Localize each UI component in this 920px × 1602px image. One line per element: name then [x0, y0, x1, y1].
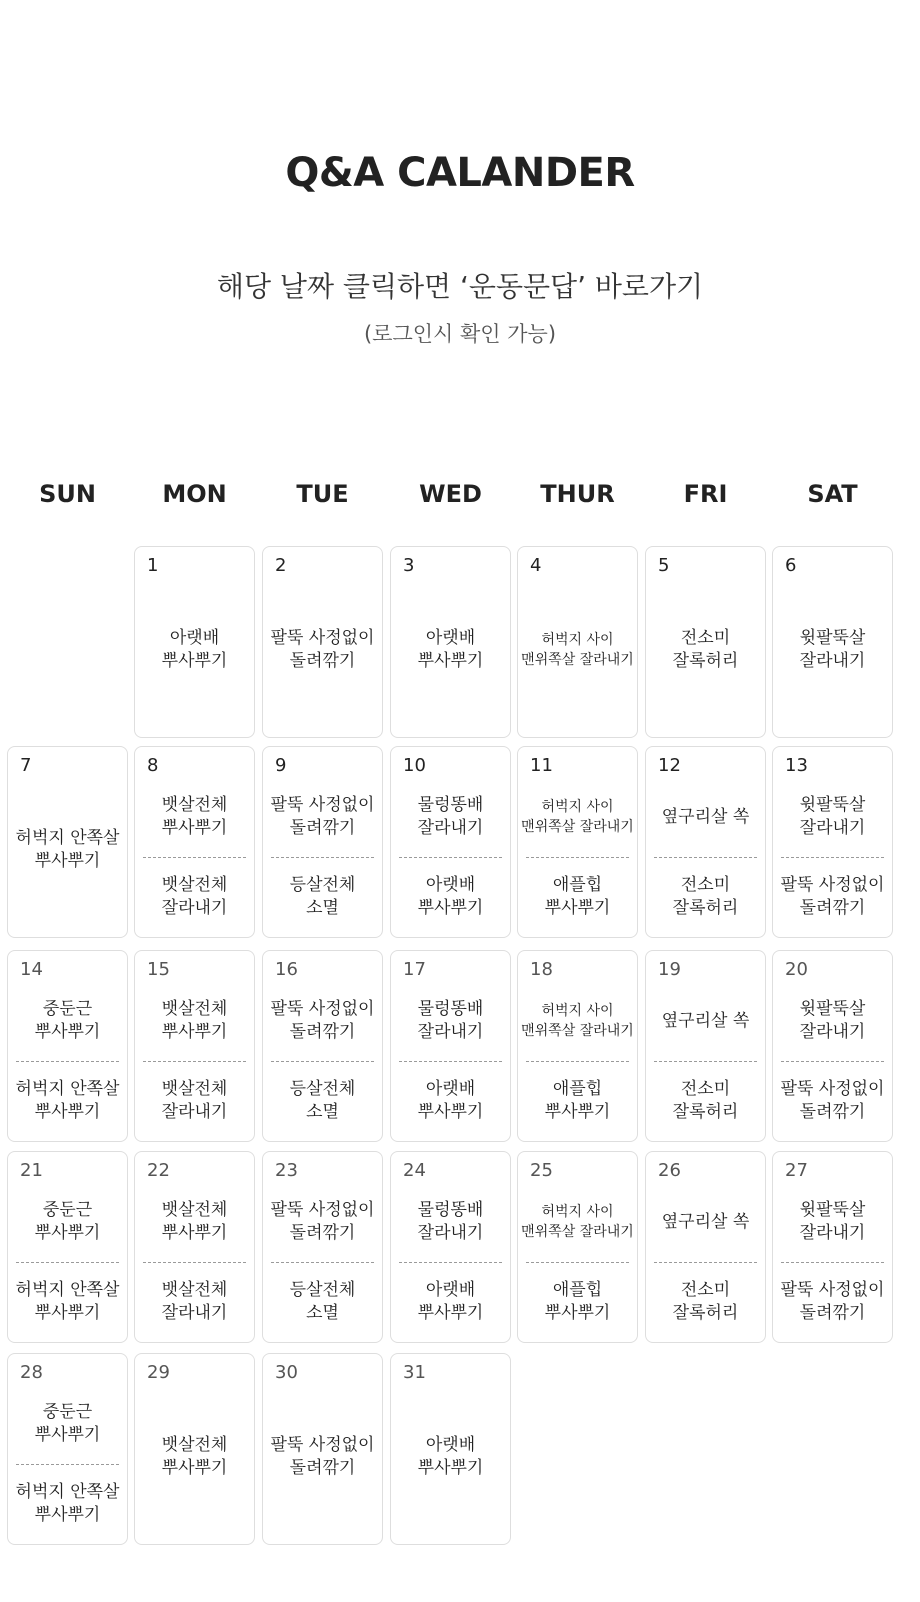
- day-number: 10: [403, 755, 426, 776]
- day-cell[interactable]: [134, 1353, 255, 1545]
- item-divider: [654, 1262, 757, 1263]
- item-divider: [399, 1262, 502, 1263]
- workout-item[interactable]: 등살전체 소멸: [289, 875, 356, 918]
- workout-item[interactable]: 애플힙 뿌사뿌기: [544, 875, 611, 918]
- day-number: 25: [530, 1160, 553, 1181]
- day-number: 6: [785, 555, 797, 576]
- day-cell[interactable]: [772, 1151, 893, 1343]
- workout-item[interactable]: 뱃살전체 뿌사뿌기: [161, 999, 228, 1042]
- workout-item[interactable]: 전소미 잘록허리: [672, 1280, 739, 1323]
- day-number: 16: [275, 959, 298, 980]
- weekday-wed: WED: [419, 480, 482, 508]
- item-divider: [143, 1061, 246, 1062]
- day-number: 5: [658, 555, 670, 576]
- workout-item[interactable]: 허벅지 사이 맨위쪽살 잘라내기: [521, 799, 634, 835]
- workout-item[interactable]: 팔뚝 사정없이 돌려깎기: [780, 875, 885, 918]
- item-divider: [781, 1061, 884, 1062]
- day-cell[interactable]: [517, 1151, 638, 1343]
- item-divider: [399, 1061, 502, 1062]
- day-cell[interactable]: [7, 746, 128, 938]
- day-cell[interactable]: [7, 950, 128, 1142]
- day-number: 7: [20, 755, 32, 776]
- workout-item[interactable]: 뱃살전체 뿌사뿌기: [161, 1435, 228, 1478]
- workout-item[interactable]: 뱃살전체 잘라내기: [161, 1079, 228, 1122]
- day-cell[interactable]: [517, 546, 638, 738]
- workout-item[interactable]: 허벅지 사이 맨위쪽살 잘라내기: [521, 632, 634, 668]
- workout-item[interactable]: 아랫배 뿌사뿌기: [417, 628, 484, 671]
- item-divider: [271, 1061, 374, 1062]
- workout-item[interactable]: 윗팔뚝살 잘라내기: [799, 999, 866, 1042]
- day-number: 24: [403, 1160, 426, 1181]
- workout-item[interactable]: 전소미 잘록허리: [672, 1079, 739, 1122]
- weekday-tue: TUE: [296, 480, 349, 508]
- workout-item[interactable]: 아랫배 뿌사뿌기: [417, 1280, 484, 1323]
- day-number: 19: [658, 959, 681, 980]
- workout-item[interactable]: 옆구리살 쏙: [661, 806, 750, 827]
- day-number: 26: [658, 1160, 681, 1181]
- item-divider: [399, 857, 502, 858]
- day-cell[interactable]: [134, 1151, 255, 1343]
- item-divider: [271, 1262, 374, 1263]
- workout-item[interactable]: 등살전체 소멸: [289, 1079, 356, 1122]
- item-divider: [526, 1262, 629, 1263]
- item-divider: [16, 1262, 119, 1263]
- workout-item[interactable]: 등살전체 소멸: [289, 1280, 356, 1323]
- day-cell[interactable]: [390, 546, 511, 738]
- workout-item[interactable]: 아랫배 뿌사뿌기: [161, 628, 228, 671]
- day-cell[interactable]: [390, 1151, 511, 1343]
- day-cell[interactable]: [134, 746, 255, 938]
- workout-item[interactable]: 허벅지 사이 맨위쪽살 잘라내기: [521, 1204, 634, 1240]
- workout-item[interactable]: 전소미 잘록허리: [672, 628, 739, 671]
- weekday-mon: MON: [162, 480, 227, 508]
- page-subtitle: 해당 날짜 클릭하면 ‘운동문답’ 바로가기: [216, 270, 704, 303]
- day-number: 3: [403, 555, 415, 576]
- workout-item[interactable]: 물렁똥배 잘라내기: [417, 999, 484, 1042]
- weekday-fri: FRI: [683, 480, 728, 508]
- day-number: 28: [20, 1362, 43, 1383]
- item-divider: [781, 857, 884, 858]
- day-number: 12: [658, 755, 681, 776]
- workout-item[interactable]: 아랫배 뿌사뿌기: [417, 875, 484, 918]
- day-cell[interactable]: [134, 546, 255, 738]
- day-cell[interactable]: [134, 950, 255, 1142]
- day-number: 30: [275, 1362, 298, 1383]
- day-number: 14: [20, 959, 43, 980]
- workout-item[interactable]: 아랫배 뿌사뿌기: [417, 1435, 484, 1478]
- day-cell[interactable]: [390, 746, 511, 938]
- weekday-sat: SAT: [807, 480, 858, 508]
- workout-item[interactable]: 팔뚝 사정없이 돌려깎기: [270, 1435, 375, 1478]
- day-number: 18: [530, 959, 553, 980]
- workout-item[interactable]: 팔뚝 사정없이 돌려깎기: [270, 795, 375, 838]
- workout-item[interactable]: 윗팔뚝살 잘라내기: [799, 1200, 866, 1243]
- workout-item[interactable]: 아랫배 뿌사뿌기: [417, 1079, 484, 1122]
- day-cell[interactable]: [390, 1353, 511, 1545]
- item-divider: [526, 857, 629, 858]
- day-number: 20: [785, 959, 808, 980]
- workout-item[interactable]: 팔뚝 사정없이 돌려깎기: [270, 999, 375, 1042]
- day-cell[interactable]: [262, 1151, 383, 1343]
- item-divider: [143, 857, 246, 858]
- workout-item[interactable]: 애플힙 뿌사뿌기: [544, 1280, 611, 1323]
- item-divider: [654, 1061, 757, 1062]
- workout-item[interactable]: 허벅지 안쪽살 뿌사뿌기: [15, 828, 120, 871]
- day-number: 4: [530, 555, 542, 576]
- weekday-sun: SUN: [39, 480, 96, 508]
- workout-item[interactable]: 물렁똥배 잘라내기: [417, 795, 484, 838]
- day-cell[interactable]: [772, 546, 893, 738]
- day-number: 9: [275, 755, 287, 776]
- workout-item[interactable]: 중둔근 뿌사뿌기: [34, 999, 101, 1042]
- workout-item[interactable]: 윗팔뚝살 잘라내기: [799, 628, 866, 671]
- workout-item[interactable]: 팔뚝 사정없이 돌려깎기: [270, 628, 375, 671]
- workout-item[interactable]: 물렁똥배 잘라내기: [417, 1200, 484, 1243]
- login-note: (로그인시 확인 가능): [363, 322, 557, 346]
- day-cell[interactable]: [645, 546, 766, 738]
- day-cell[interactable]: [262, 1353, 383, 1545]
- day-number: 1: [147, 555, 159, 576]
- day-number: 29: [147, 1362, 170, 1383]
- workout-item[interactable]: 중둔근 뿌사뿌기: [34, 1200, 101, 1243]
- workout-item[interactable]: 뱃살전체 잘라내기: [161, 875, 228, 918]
- workout-item[interactable]: 뱃살전체 잘라내기: [161, 1280, 228, 1323]
- day-cell[interactable]: [7, 1151, 128, 1343]
- day-number: 23: [275, 1160, 298, 1181]
- workout-item[interactable]: 팔뚝 사정없이 돌려깎기: [780, 1079, 885, 1122]
- item-divider: [781, 1262, 884, 1263]
- day-cell[interactable]: [262, 746, 383, 938]
- day-number: 15: [147, 959, 170, 980]
- weekday-thur: THUR: [540, 480, 615, 508]
- day-cell[interactable]: [645, 1151, 766, 1343]
- day-cell[interactable]: [772, 746, 893, 938]
- workout-item[interactable]: 허벅지 안쪽살 뿌사뿌기: [15, 1079, 120, 1122]
- day-cell[interactable]: [262, 950, 383, 1142]
- day-cell[interactable]: [517, 950, 638, 1142]
- item-divider: [143, 1262, 246, 1263]
- workout-item[interactable]: 전소미 잘록허리: [672, 875, 739, 918]
- day-cell[interactable]: [390, 950, 511, 1142]
- day-number: 8: [147, 755, 159, 776]
- workout-item[interactable]: 팔뚝 사정없이 돌려깎기: [780, 1280, 885, 1323]
- day-number: 2: [275, 555, 287, 576]
- day-number: 11: [530, 755, 553, 776]
- day-cell[interactable]: [262, 546, 383, 738]
- workout-item[interactable]: 허벅지 안쪽살 뿌사뿌기: [15, 1482, 120, 1525]
- workout-item[interactable]: 뱃살전체 뿌사뿌기: [161, 1200, 228, 1243]
- page-title: Q&A CALANDER: [285, 150, 635, 196]
- item-divider: [16, 1061, 119, 1062]
- item-divider: [526, 1061, 629, 1062]
- workout-item[interactable]: 중둔근 뿌사뿌기: [34, 1402, 101, 1445]
- day-cell[interactable]: [772, 950, 893, 1142]
- workout-item[interactable]: 허벅지 안쪽살 뿌사뿌기: [15, 1280, 120, 1323]
- day-cell[interactable]: [645, 950, 766, 1142]
- workout-item[interactable]: 옆구리살 쏙: [661, 1211, 750, 1232]
- day-cell[interactable]: [645, 746, 766, 938]
- workout-item[interactable]: 옆구리살 쏙: [661, 1010, 750, 1031]
- workout-item[interactable]: 윗팔뚝살 잘라내기: [799, 795, 866, 838]
- day-number: 31: [403, 1362, 426, 1383]
- day-number: 21: [20, 1160, 43, 1181]
- item-divider: [654, 857, 757, 858]
- workout-item[interactable]: 애플힙 뿌사뿌기: [544, 1079, 611, 1122]
- workout-item[interactable]: 뱃살전체 뿌사뿌기: [161, 795, 228, 838]
- day-cell[interactable]: [7, 1353, 128, 1545]
- day-number: 27: [785, 1160, 808, 1181]
- item-divider: [16, 1464, 119, 1465]
- workout-item[interactable]: 허벅지 사이 맨위쪽살 잘라내기: [521, 1003, 634, 1039]
- day-cell[interactable]: [517, 746, 638, 938]
- day-number: 13: [785, 755, 808, 776]
- item-divider: [271, 857, 374, 858]
- workout-item[interactable]: 팔뚝 사정없이 돌려깎기: [270, 1200, 375, 1243]
- day-number: 22: [147, 1160, 170, 1181]
- day-number: 17: [403, 959, 426, 980]
